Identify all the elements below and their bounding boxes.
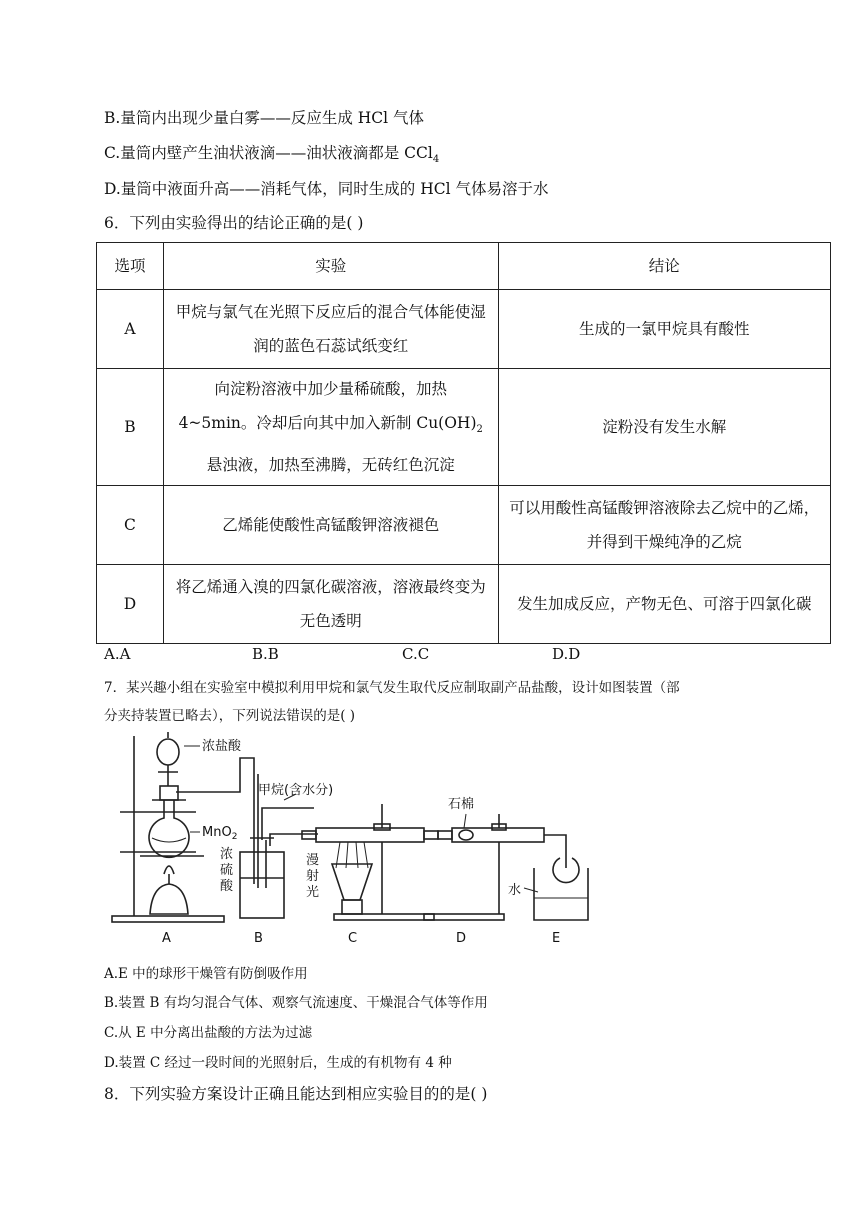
q7-option-b: B.装置 B 有均匀混合气体、观察气流速度、干燥混合气体等作用: [104, 995, 488, 1011]
beaker-e: [534, 868, 588, 920]
q7-option-d: D.装置 C 经过一段时间的光照射后，生成的有机物有 4 种: [104, 1055, 452, 1071]
q5-option-c: [104, 141, 439, 165]
q6-option-d: D.D: [552, 645, 581, 663]
label-apparatus-e: E: [552, 931, 561, 946]
label-methane: 甲烷(含水分): [258, 783, 334, 798]
q7-option-a: A.E 中的球形干燥管有防倒吸作用: [104, 966, 308, 982]
row-c-conclusion: 可以用酸性高锰酸钾溶液除去乙烷中的乙烯，并得到干燥纯净的乙烷: [498, 486, 831, 565]
bottle-b: [240, 852, 284, 918]
q6-table: [96, 242, 831, 644]
row-d-option: D: [97, 565, 164, 644]
q7-option-c: C.从 E 中分离出盐酸的方法为过滤: [104, 1025, 313, 1041]
label-apparatus-d: D: [456, 931, 467, 946]
label-asbestos: 石棉: [448, 797, 475, 812]
row-d-experiment: 将乙烯通入溴的四氯化碳溶液，溶液最终变为无色透明: [163, 565, 498, 644]
q7-stem-line2: 分夹持装置已略去），下列说法错误的是( ): [104, 708, 356, 724]
q5-option-c-sub: 4: [432, 154, 440, 166]
row-a-option: A: [97, 290, 164, 369]
q5-option-b: B.量筒内出现少量白雾——反应生成 HCl 气体: [104, 109, 425, 127]
apparatus-figure: [104, 728, 594, 950]
stand-a-base: [112, 916, 224, 922]
q6-stem: 6．下列由实验得出的结论正确的是( ): [104, 214, 364, 232]
header-experiment: 实验: [163, 243, 498, 290]
alcohol-lamp: [150, 884, 188, 914]
label-mno2: MnO$_2$: [202, 825, 238, 842]
row-b-experiment-line1: 向淀粉溶液中加少量稀硫酸，加热: [214, 380, 447, 399]
separatory-funnel: [157, 739, 179, 765]
table-row: [97, 565, 831, 644]
table-header-row: [97, 243, 831, 290]
row-b-experiment-line2: [170, 406, 492, 447]
q8-stem: 8．下列实验方案设计正确且能达到相应实验目的的是( ): [104, 1085, 488, 1103]
label-apparatus-c: C: [348, 931, 358, 946]
reaction-tube-c: [316, 828, 424, 842]
light-cone: [332, 864, 372, 900]
label-light-2: 射: [306, 869, 320, 884]
q6-option-b: B.B: [252, 645, 279, 663]
q6-option-c: C.C: [402, 645, 430, 663]
q5-option-d: D.量筒中液面升高——消耗气体，同时生成的 HCl 气体易溶于水: [104, 180, 549, 198]
row-b-experiment: [163, 369, 498, 486]
q5-option-c-text: C.量筒内壁产生油状液滴——油状液滴都是 CCl: [104, 144, 433, 162]
row-c-experiment: 乙烯能使酸性高锰酸钾溶液褪色: [163, 486, 498, 565]
row-b-experiment-line2-text: 4~5min。冷却后向其中加入新制 Cu(OH): [178, 414, 477, 433]
row-b-conclusion: 淀粉没有发生水解: [498, 369, 831, 486]
row-b-experiment-sub: 2: [476, 424, 483, 436]
label-light-3: 光: [306, 885, 320, 900]
q6-option-a: A.A: [104, 645, 131, 663]
row-c-option: C: [97, 486, 164, 565]
q7-stem-line1: 7．某兴趣小组在实验室中模拟利用甲烷和氯气发生取代反应制取副产品盐酸，设计如图装置（部: [104, 680, 680, 696]
label-water: 水: [508, 883, 522, 898]
label-acid-3: 酸: [220, 879, 234, 894]
table-row: [97, 369, 831, 486]
row-d-conclusion: 发生加成反应，产物无色、可溶于四氯化碳: [498, 565, 831, 644]
label-apparatus-a: A: [162, 931, 171, 946]
row-a-experiment: 甲烷与氯气在光照下反应后的混合气体能使湿润的蓝色石蕊试纸变红: [163, 290, 498, 369]
row-b-experiment-line3: 悬浊液，加热至沸腾，无砖红色沉淀: [206, 455, 455, 474]
label-acid-2: 硫: [220, 863, 234, 878]
round-bottom-flask: [149, 800, 189, 857]
row-b-option: B: [97, 369, 164, 486]
label-acid-1: 浓: [220, 847, 234, 862]
header-option: 选项: [97, 243, 164, 290]
label-hcl: 浓盐酸: [202, 739, 242, 754]
header-conclusion: 结论: [498, 243, 831, 290]
label-apparatus-b: B: [254, 931, 263, 946]
table-row: [97, 486, 831, 565]
table-row: [97, 290, 831, 369]
row-a-conclusion: 生成的一氯甲烷具有酸性: [498, 290, 831, 369]
label-light-1: 漫: [306, 853, 320, 868]
asbestos-icon: [459, 830, 473, 840]
